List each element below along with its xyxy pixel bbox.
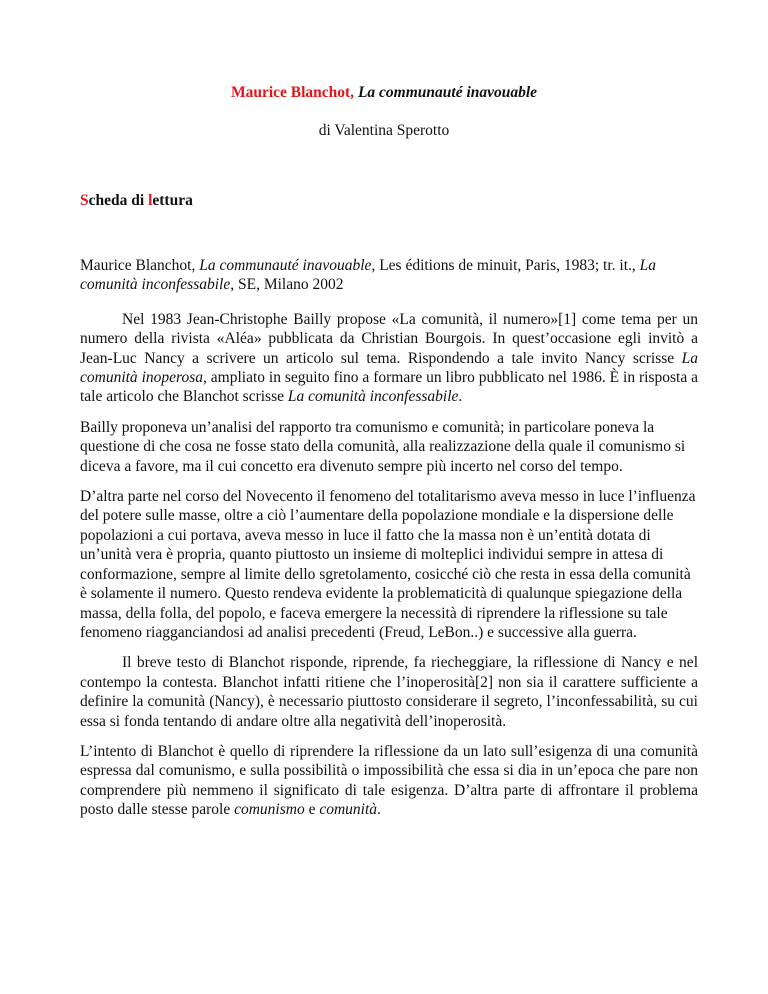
document-title [0, 84, 768, 102]
byline: di Valentina Sperotto [318, 122, 450, 139]
paragraph-3: D’altra parte nel corso del Novecento il fenomeno del totalitarismo aveva messo in luce l’influenza del potere sulle masse, oltre a ciò l’aumentare della popolazione mondiale e la dispersione delle popolazioni a cui portava, aveva messo in luce il fatto che la massa non è un’entità dotata di un’unità vera è propria, quanto piuttosto un insieme di molteplici individui sempre in attesa di conformazione, sempre al limite dello sgretolamento, cosicché ciò che resta in essa della comunità è solamente il numero. Questo rendeva evidente la problematicità di qualunque spiegazione della massa, della folla, del popolo, e faceva emergere la necessità di riprendere la riflessione su tale fenomeno riagganciandosi ad analisi precedenti (Freud, LeBon..) e successive alla guerra. [80, 488, 696, 641]
reference-title-original: La communauté inavouable [199, 257, 372, 274]
reference-title-translation: La comunità inconfessabile [80, 257, 657, 294]
paragraph-italic: La comunità inoperosa [80, 349, 698, 387]
bibliographic-reference [80, 256, 698, 295]
paragraph-italic: comunità [319, 801, 378, 819]
section-heading-part: cheda di [88, 192, 149, 209]
reference-text: , SE, Milano 2002 [230, 276, 344, 294]
paragraph-5 [80, 742, 698, 820]
document-body [80, 256, 698, 831]
paragraph-italic: La comunità inconfessabile [287, 388, 459, 406]
paragraph-4: Il breve testo di Blanchot risponde, riprende, fa riecheggiare, la riflessione di Nancy e nel contempo la contesta. Blanchot infatti ritiene che l’inoperosità[2] non sia il carattere sufficiente a definire la comunità (Nancy), è necessario piuttosto considerare il segreto, l’inconfessabilità, su cui essa si fonda tentando di andare oltre alla negatività dell’inoperosità. [80, 654, 698, 730]
section-heading-part-2: ettura [152, 192, 193, 209]
paragraph-text: . [377, 801, 381, 819]
paragraph-2: Bailly proponeva un’analisi del rapporto tra comunismo e comunità; in particolare poneva la questione di che cosa ne fosse stato della comunità, alla realizzazione della quale il comunismo si diceva a favore, ma il cui concetto era divenuto sempre più incerto nel corso del tempo. [80, 418, 686, 475]
section-heading [80, 192, 193, 210]
reference-text: , Les éditions de minuit, Paris, 1983; tr. it., [371, 257, 640, 274]
title-author: Maurice Blanchot, [230, 84, 355, 101]
paragraph-italic: comunismo [234, 801, 305, 819]
section-heading-initial-2: l [148, 192, 153, 209]
paragraph-text: . [458, 388, 463, 406]
paragraph-1 [80, 310, 698, 407]
paragraph-text: e [304, 801, 320, 819]
section-heading-initial: S [80, 192, 89, 209]
paragraph-text: L’intento di Blanchot è quello di riprendere la riflessione da un lato sull’esigenza di una comunità espressa dal comunismo, e sulla possibilità o impossibilità che essa si dia in un’epoca che pare non comprendere più nemmeno il significato di tale esigenza. D’altra parte di affrontare il problema posto dalle stesse parole [80, 742, 698, 819]
title-book: La communauté inavouable [357, 84, 538, 101]
paragraph-text: Nel 1983 Jean-Christophe Bailly propose «La comunità, il numero»[1] come tema per un numero della rivista «Aléa» pubblicata da Christian Bourgois. In quest’occasione egli invitò a Jean-Luc Nancy a scrivere un articolo sul tema. Rispondendo a tale invito Nancy scrisse [80, 310, 698, 367]
reference-text: Maurice Blanchot, [80, 257, 200, 274]
paragraph-text: , ampliato in seguito fino a formare un libro pubblicato nel 1986. È in risposta a tale articolo che Blanchot scrisse [80, 369, 698, 406]
